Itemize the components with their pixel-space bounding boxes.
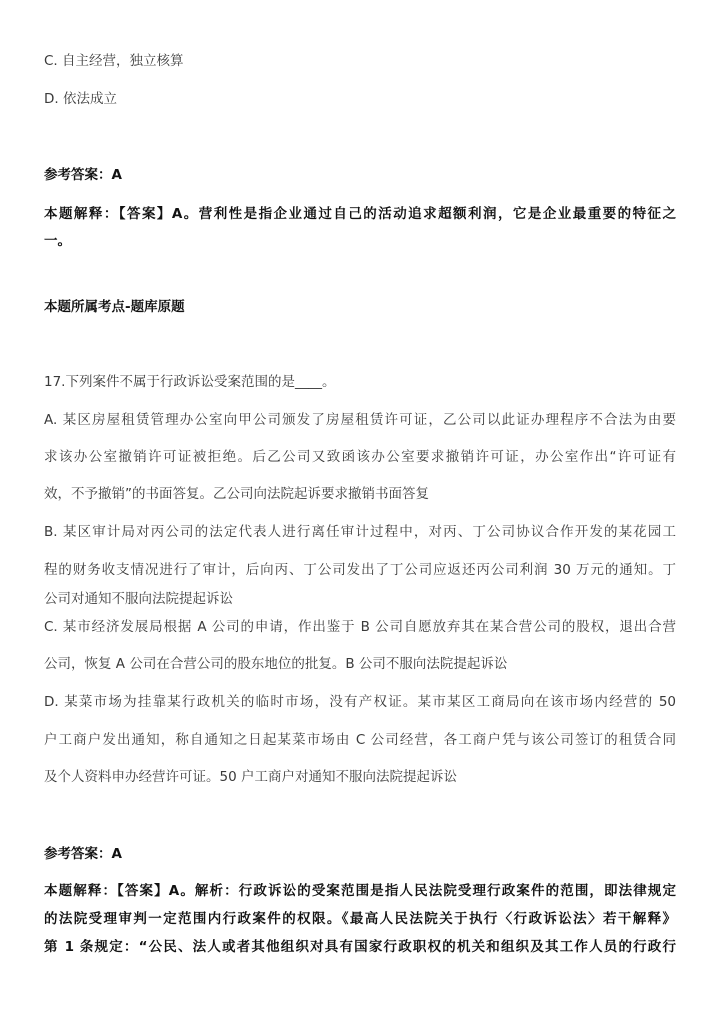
option-a-line: 求该办公室撤销许可证被拒绝。后乙公司又致函该办公室要求撤销许可证，办公室作出“许可证有 [44,449,676,465]
option-d-line: D. 某菜市场为挂靠某行政机关的临时市场，没有产权证。某市某区工商局向在该市场内经营的 50 [44,694,676,710]
prev-answer: 参考答案：A [44,167,122,183]
explanation-line: 本题解释：【答案】A。解析：行政诉讼的受案范围是指人民法院受理行政案件的范围，即法律规定 [44,883,676,899]
explanation-line: 第 1 条规定：“公民、法人或者其他组织对具有国家行政职权的机关和组织及其工作人员的行政行 [44,939,676,955]
prev-option-c: C. 自主经营，独立核算 [44,53,184,69]
question-stem: 17.下列案件不属于行政诉讼受案范围的是____。 [44,374,336,390]
answer: 参考答案：A [44,846,122,862]
option-b-line: 公司对通知不服向法院提起诉讼 [44,591,233,607]
option-b-line: B. 某区审计局对丙公司的法定代表人进行离任审计过程中，对丙、丁公司协议合作开发的某花园工 [44,524,676,540]
option-a-line: A. 某区房屋租赁管理办公室向甲公司颁发了房屋租赁许可证，乙公司以此证办理程序不合法为由要 [44,412,676,428]
option-d-line: 及个人资料申办经营许可证。50 户工商户对通知不服向法院提起诉讼 [44,769,457,785]
prev-explanation-line: 本题解释：【答案】A。营利性是指企业通过自己的活动追求超额利润，它是企业最重要的特征之 [44,206,676,222]
prev-category: 本题所属考点-题库原题 [44,299,185,315]
prev-explanation-line: 一。 [44,233,71,249]
explanation-line: 的法院受理审判一定范围内行政案件的权限。《最高人民法院关于执行〈行政诉讼法〉若干解释》 [44,911,676,927]
option-c-line: C. 某市经济发展局根据 A 公司的申请，作出鉴于 B 公司自愿放弃其在某合营公司的股权，退出合营 [44,619,676,635]
option-d-line: 户工商户发出通知，称自通知之日起某菜市场由 C 公司经营，各工商户凭与该公司签订的租赁合同 [44,732,676,748]
prev-option-d: D. 依法成立 [44,91,117,107]
option-a-line: 效，不予撤销”的书面答复。乙公司向法院起诉要求撤销书面答复 [44,486,429,502]
option-b-line: 程的财务收支情况进行了审计，后向丙、丁公司发出了丁公司应返还丙公司利润 30 万元的通知。丁 [44,562,676,578]
option-c-line: 公司，恢复 A 公司在合营公司的股东地位的批复。B 公司不服向法院提起诉讼 [44,656,508,672]
